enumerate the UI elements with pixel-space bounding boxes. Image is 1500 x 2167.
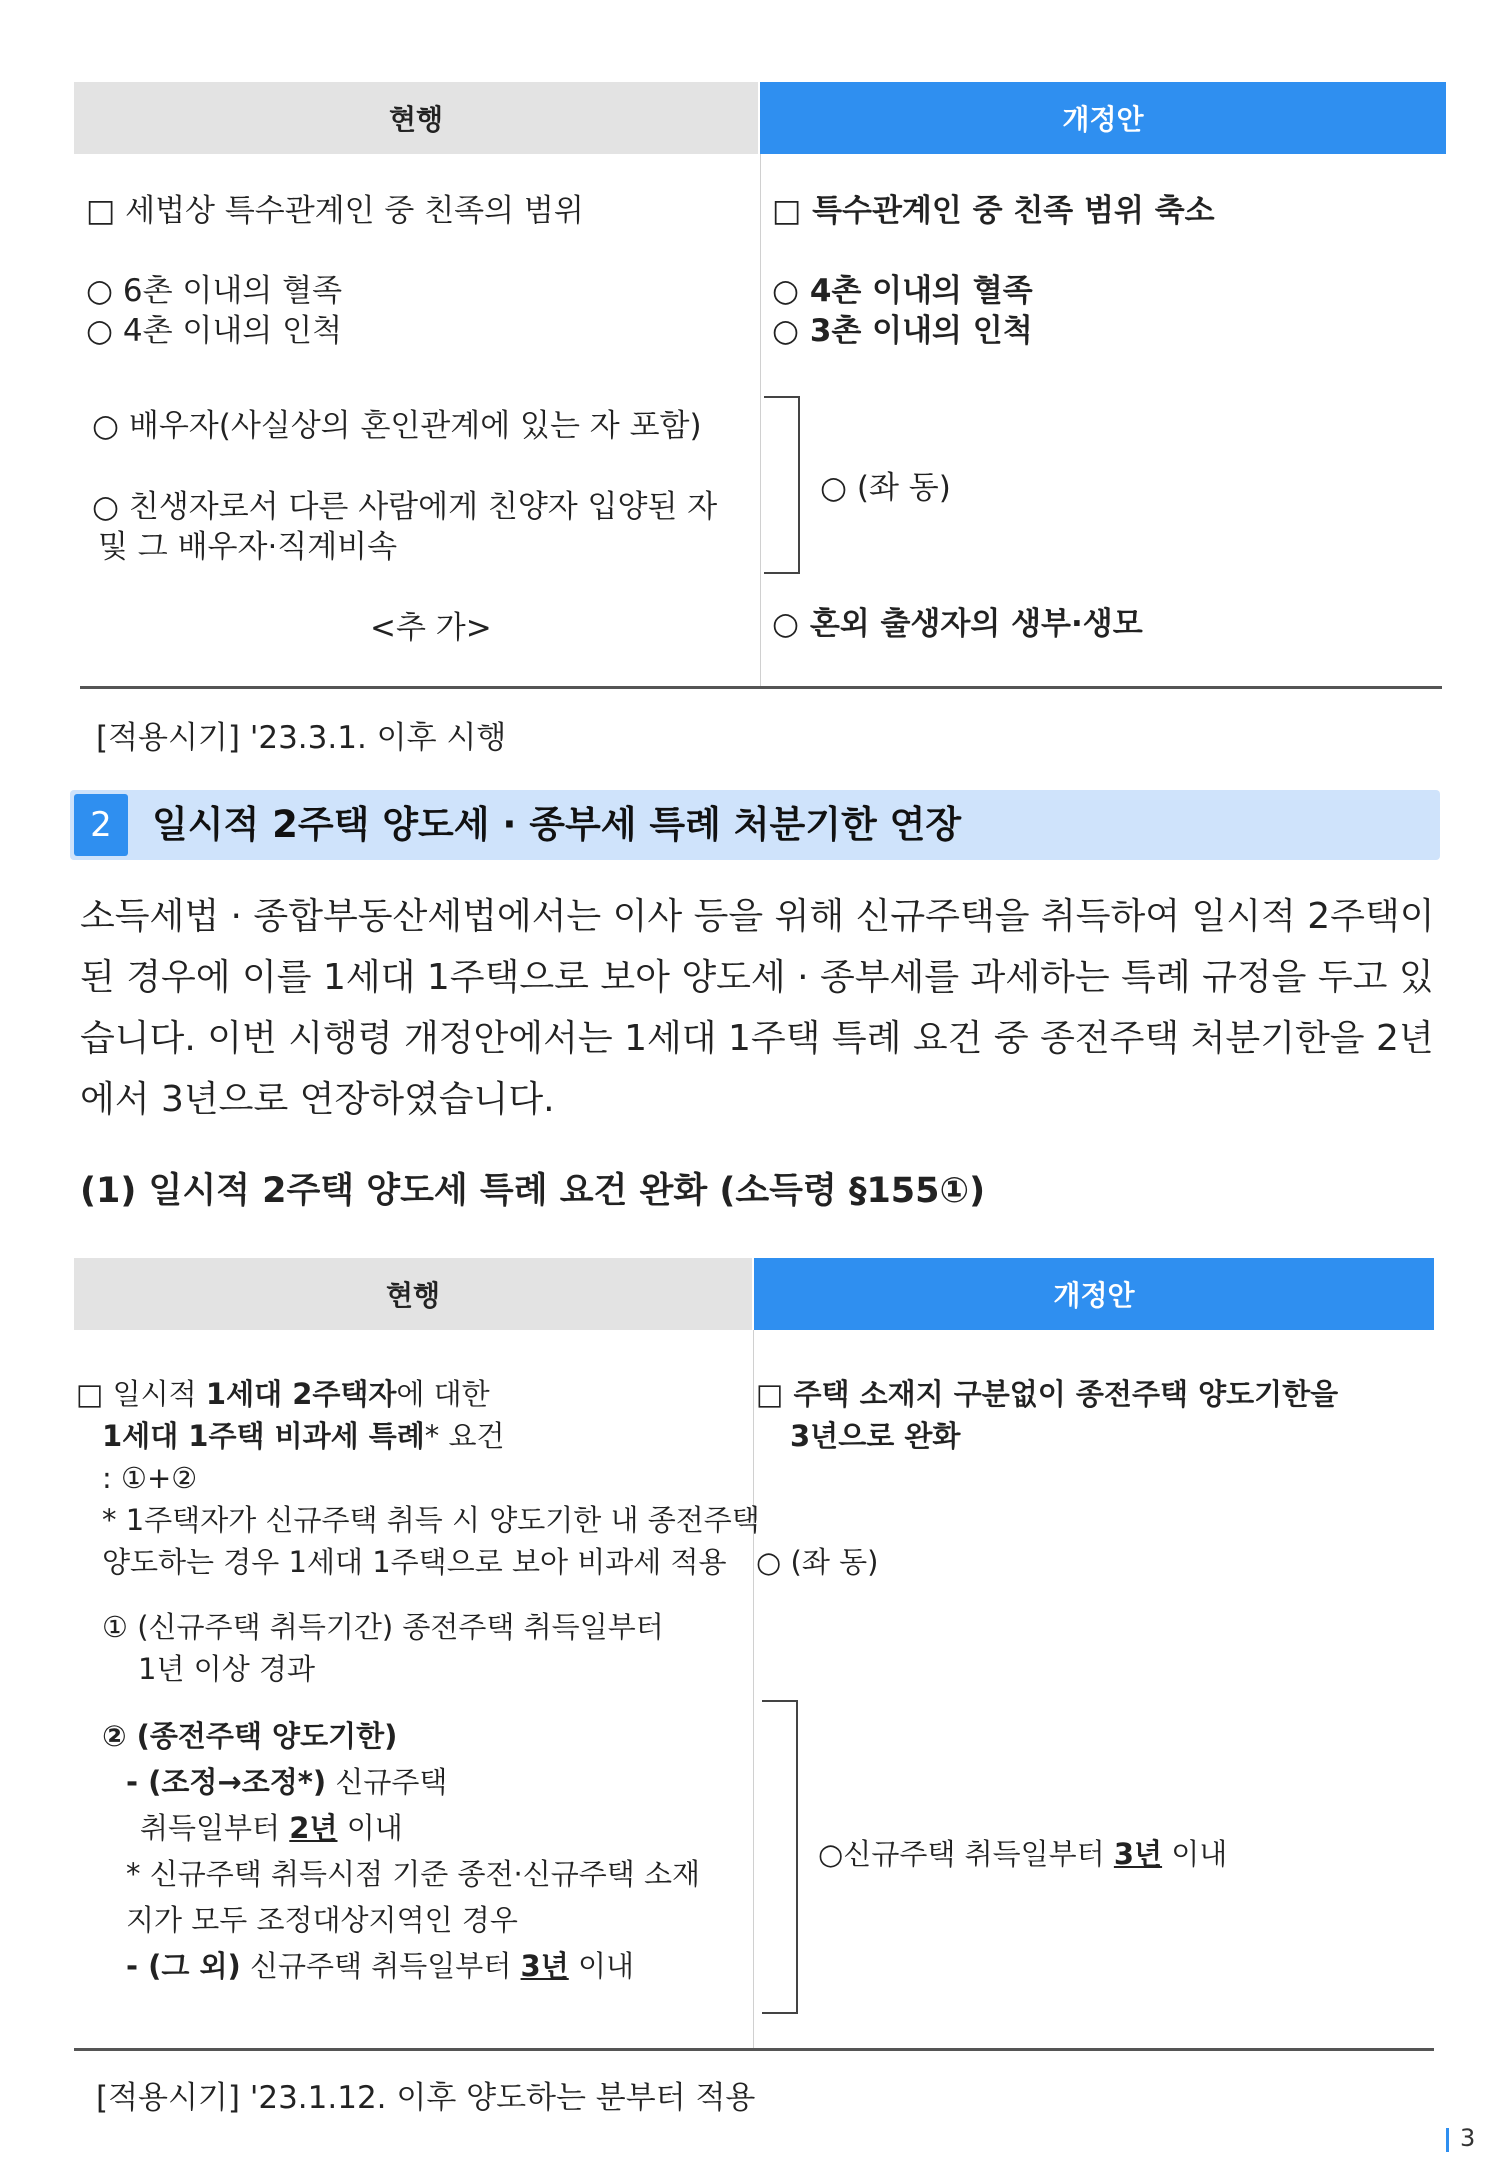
- table2-current-item2-line3: [126, 1946, 634, 1986]
- text-run-underlined: 2년: [289, 1811, 338, 1845]
- table1-bottom-rule: [80, 686, 1442, 689]
- table1-revised-same: ○ (좌 동): [820, 470, 951, 506]
- text-run-bold: 1세대 2주택자: [205, 1377, 397, 1411]
- table1-current-line1: ○ 6촌 이내의 혈족: [86, 273, 343, 309]
- table1-current-line2: ○ 4촌 이내의 인척: [86, 313, 343, 349]
- text-run-bold: - (조정→조정*): [126, 1765, 327, 1799]
- page-number: 3: [1460, 2124, 1476, 2152]
- table2-current-line3: : ①+②: [102, 1461, 198, 1495]
- table1-current-spouse: ○ 배우자(사실상의 혼인관계에 있는 자 포함): [92, 408, 702, 444]
- table1-revised-add: ○ 혼외 출생자의 생부·생모: [772, 606, 1143, 642]
- table2-header-current: 현행: [74, 1258, 752, 1330]
- text-run-underlined: 3년: [1113, 1837, 1163, 1871]
- table1-revised-line2: ○ 3촌 이내의 인척: [772, 313, 1033, 349]
- text-run: 신규주택 취득일부터: [240, 1949, 521, 1983]
- table2-current-item2-line1: [126, 1762, 447, 1802]
- table1-header-revised: 개정안: [760, 82, 1446, 154]
- table2-current-footnote1: * 1주택자가 신규주택 취득 시 양도기한 내 종전주택: [102, 1503, 760, 1537]
- text-run: 이내: [1162, 1837, 1228, 1871]
- table2-current-item2-note1: * 신규주택 취득시점 기준 종전·신규주택 소재: [126, 1857, 701, 1891]
- text-run: 취득일부터: [140, 1811, 290, 1845]
- text-run: * 요건: [424, 1419, 505, 1453]
- table1-current-adoptee-cont: 및 그 배우자·직계비속: [98, 529, 398, 565]
- table2-revised-line2: 3년으로 완화: [790, 1419, 961, 1453]
- table2-revised-rule: [818, 1834, 1227, 1874]
- table1-current-title: □ 세법상 특수관계인 중 친족의 범위: [86, 193, 584, 229]
- text-run: □ 일시적: [76, 1377, 206, 1411]
- table2-bracket: [762, 1700, 798, 2014]
- table1-header-current: 현행: [74, 82, 758, 154]
- table2-current-item1-cont: 1년 이상 경과: [138, 1652, 315, 1686]
- table2-current-item2-line2: [140, 1808, 403, 1848]
- text-run-bold: - (그 외): [126, 1949, 241, 1983]
- table1-revised-title: □ 특수관계인 중 친족 범위 축소: [772, 193, 1215, 229]
- table1-revised-line1: ○ 4촌 이내의 혈족: [772, 273, 1033, 309]
- section2-paragraph-line: 된 경우에 이를 1세대 1주택으로 보아 양도세 · 종부세를 과세하는 특례 규정을 두고 있: [80, 957, 1434, 998]
- table2-current-item1: ① (신규주택 취득기간) 종전주택 취득일부터: [102, 1610, 664, 1644]
- table1-bracket: [764, 396, 800, 574]
- table2-revised-same: ○ (좌 동): [756, 1545, 879, 1579]
- table1-current-adoptee: ○ 친생자로서 다른 사람에게 친양자 입양된 자: [92, 489, 718, 525]
- table2-column-divider: [753, 1330, 754, 2050]
- table1-column-divider: [760, 154, 761, 688]
- table2-bottom-rule: [74, 2048, 1434, 2051]
- table1-current-add: <추 가>: [370, 610, 492, 646]
- section2-paragraph-line: 습니다. 이번 시행령 개정안에서는 1세대 1주택 특례 요건 중 종전주택 처분기한을 2년: [80, 1018, 1434, 1059]
- text-run-bold: 1세대 1주택 비과세 특례: [102, 1419, 425, 1453]
- section2-paragraph-line: 소득세법 · 종합부동산세법에서는 이사 등을 위해 신규주택을 취득하여 일시적 2주택이: [80, 896, 1435, 937]
- text-run: 신규주택: [326, 1765, 448, 1799]
- page-number-marker: [1446, 2128, 1449, 2152]
- table2-current-item2: ② (종전주택 양도기한): [102, 1719, 398, 1753]
- section2-subtitle: (1) 일시적 2주택 양도세 특례 요건 완화 (소득령 §155①): [80, 1171, 986, 1211]
- table2-effective-date: [적용시기] '23.1.12. 이후 양도하는 분부터 적용: [96, 2080, 756, 2116]
- section2-number: 2: [74, 794, 128, 856]
- text-run: 이내: [337, 1811, 403, 1845]
- table2-current-item2-note2: 지가 모두 조정대상지역인 경우: [126, 1903, 518, 1937]
- table2-revised-line1: □ 주택 소재지 구분없이 종전주택 양도기한을: [756, 1377, 1339, 1411]
- table2-header-revised: 개정안: [754, 1258, 1434, 1330]
- section2-title: 일시적 2주택 양도세 · 종부세 특례 처분기한 연장: [152, 803, 962, 846]
- table2-current-line1: [76, 1374, 490, 1414]
- text-run: 에 대한: [396, 1377, 490, 1411]
- section2-paragraph-line: 에서 3년으로 연장하였습니다.: [80, 1079, 555, 1120]
- text-run: 이내: [568, 1949, 634, 1983]
- table2-current-line2: [102, 1416, 505, 1456]
- text-run-underlined: 3년: [520, 1949, 569, 1983]
- table1-effective-date: [적용시기] '23.3.1. 이후 시행: [96, 720, 507, 756]
- table2-current-footnote2: 양도하는 경우 1세대 1주택으로 보아 비과세 적용: [102, 1545, 727, 1579]
- text-run: ○신규주택 취득일부터: [818, 1837, 1114, 1871]
